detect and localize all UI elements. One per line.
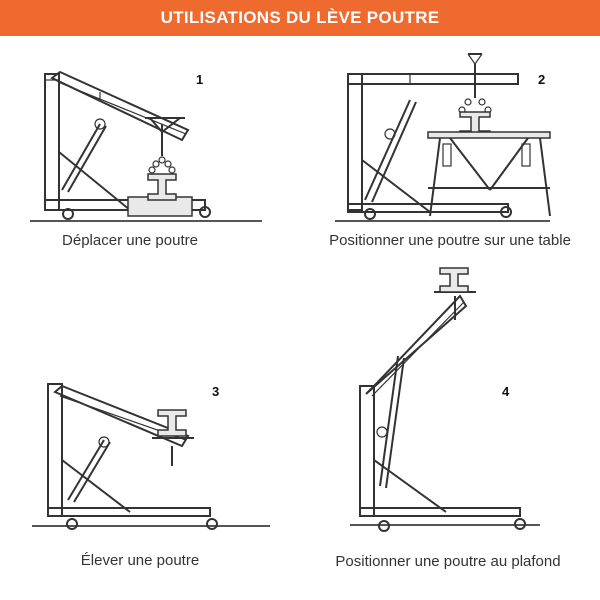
- step-number: 1: [196, 72, 204, 87]
- panel-1: [0, 40, 300, 290]
- panel-4: [300, 260, 600, 600]
- beam-lifter-table-illustration: [300, 40, 600, 290]
- chain-icon: [149, 157, 175, 173]
- step-number: 2: [538, 72, 546, 87]
- panel-2: [300, 40, 600, 290]
- header-banner: [0, 0, 600, 36]
- panel-3: [0, 300, 300, 569]
- panel-caption: Élever une poutre: [80, 552, 200, 569]
- beam-lifter-move-illustration: [0, 40, 300, 290]
- panel-caption: Déplacer une poutre: [62, 232, 198, 249]
- header-title: UTILISATIONS DU LÈVE POUTRE: [160, 8, 440, 27]
- beam-lifter-raise-illustration: [0, 300, 300, 550]
- chain-icon: [459, 99, 491, 113]
- step-number: 3: [212, 384, 220, 399]
- beam-lifter-ceiling-illustration: [300, 260, 600, 550]
- panel-caption: Positionner une poutre au plafond: [335, 553, 561, 570]
- step-number: 4: [502, 384, 510, 399]
- panel-caption: Positionner une poutre sur une table: [329, 232, 571, 249]
